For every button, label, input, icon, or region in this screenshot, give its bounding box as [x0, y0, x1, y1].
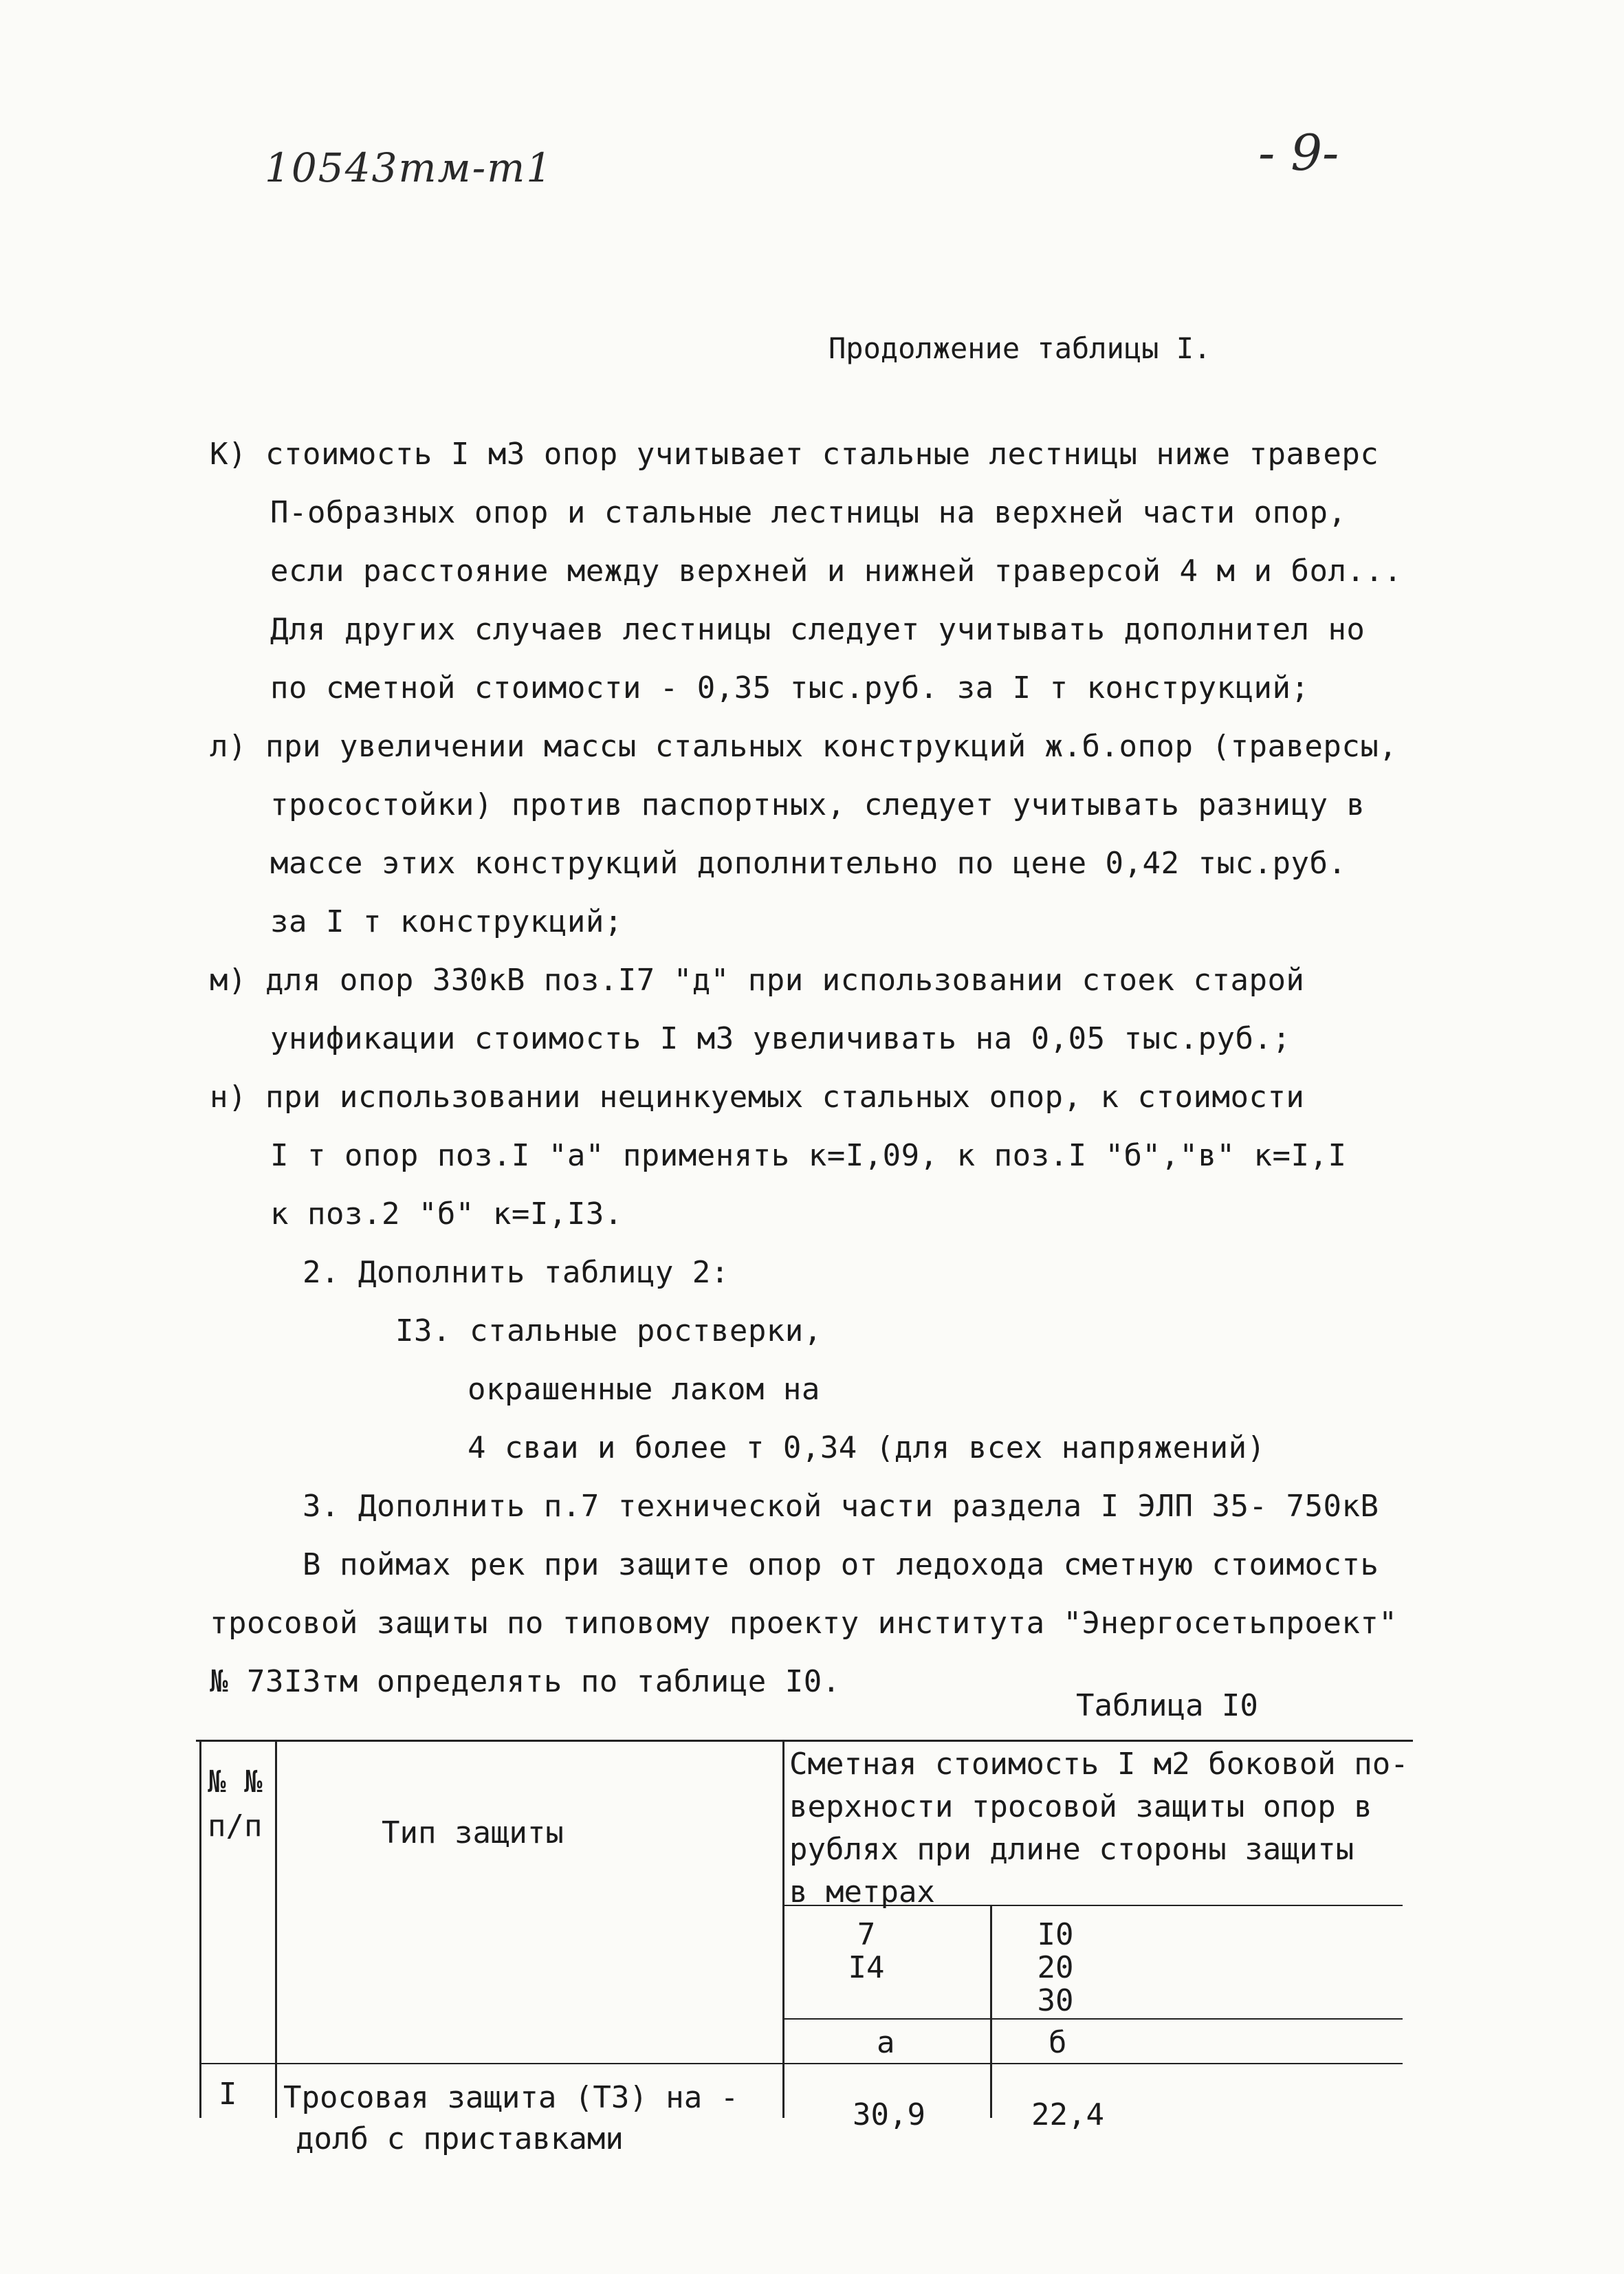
group-label-b: б [1049, 2025, 1067, 2060]
text-line: В поймах рек при защите опор от ледохода сметную стоимость [303, 1547, 1379, 1582]
row-type-line2: долб с приставками [296, 2121, 624, 2156]
length-value: 30 [1037, 1983, 1074, 2018]
text-line: К) стоимость I м3 опор учитывает стальные лестницы ниже траверс [210, 437, 1379, 472]
text-line: унификации стоимость I м3 увеличивать на 0,05 тыс.руб.; [270, 1021, 1291, 1056]
text-line: по сметной стоимости - 0,35 тыс.руб. за I т конструкций; [270, 670, 1310, 706]
text-line: м) для опор 330кВ поз.I7 "д" при использовании стоек старой [210, 963, 1305, 998]
row-type-line1: Тросовая защита (ТЗ) на - [283, 2080, 739, 2115]
length-group-b [1014, 1918, 1097, 2018]
table-type-col-rule [782, 1740, 784, 2118]
row-num: I [219, 2077, 237, 2112]
length-value: 20 [1037, 1950, 1074, 1985]
table-header-bottom-rule [199, 2063, 1403, 2064]
text-line: массе этих конструкций дополнительно по цене 0,42 тыс.руб. [270, 846, 1347, 881]
table-continuation-caption: Продолжение таблицы I. [829, 331, 1211, 365]
length-value: I4 [848, 1950, 885, 1985]
text-line: за I т конструкций; [270, 904, 623, 939]
text-line: 4 сваи и более т 0,34 (для всех напряжений) [468, 1430, 1266, 1465]
header-num: № № п/п [208, 1764, 263, 1844]
length-group-a [825, 1918, 908, 1985]
text-line: тросовой защиты по типовому проекту института "Энергосетьпроект" [210, 1606, 1398, 1641]
row-value-b: 22,4 [1031, 2097, 1104, 2132]
table-left-rule [199, 1740, 201, 2118]
table-subcol-rule [990, 1906, 992, 2118]
table-group-rule [784, 2018, 1403, 2020]
text-line: 2. Дополнить таблицу 2: [303, 1255, 729, 1290]
row-value-a: 30,9 [853, 2097, 925, 2132]
table-title: Таблица I0 [1076, 1688, 1258, 1723]
text-line: к поз.2 "б" к=I,I3. [270, 1196, 623, 1232]
table-top-rule [196, 1740, 1413, 1742]
text-line: 3. Дополнить п.7 технической части раздела I ЭЛП 35- 750кВ [303, 1489, 1379, 1524]
header-cost: Сметная стоимость I м2 боковой по- верхности тросовой защиты опор в рублях при длине стороны защиты в метрах [789, 1747, 1409, 1910]
text-line: П-образных опор и стальные лестницы на верхней части опор, [270, 495, 1347, 530]
text-line: Для других случаев лестницы следует учитывать дополнител но [270, 612, 1365, 647]
text-line: тросостойки) против паспортных, следует учитывать разницу в [270, 787, 1365, 822]
text-line: н) при использовании нецинкуемых стальных опор, к стоимости [210, 1080, 1305, 1115]
document-code: 10543тм-т1 [265, 144, 553, 191]
group-label-a: а [877, 2025, 895, 2060]
length-value: I0 [1037, 1917, 1074, 1952]
page-number: - 9- [1258, 124, 1339, 182]
text-line: окрашенные лаком на [468, 1372, 820, 1407]
length-value: 7 [857, 1917, 876, 1952]
header-type: Тип защиты [382, 1815, 564, 1850]
text-line: № 73I3тм определять по таблице I0. [210, 1664, 841, 1699]
text-line: I т опор поз.I "а" применять к=I,09, к поз.I "б","в" к=I,I [270, 1138, 1347, 1173]
table-num-col-rule [275, 1740, 277, 2118]
text-line: л) при увеличении массы стальных конструкций ж.б.опор (траверсы, [210, 729, 1398, 764]
text-line: если расстояние между верхней и нижней траверсой 4 м и бол... [270, 554, 1403, 589]
text-line: I3. стальные ростверки, [395, 1313, 822, 1348]
